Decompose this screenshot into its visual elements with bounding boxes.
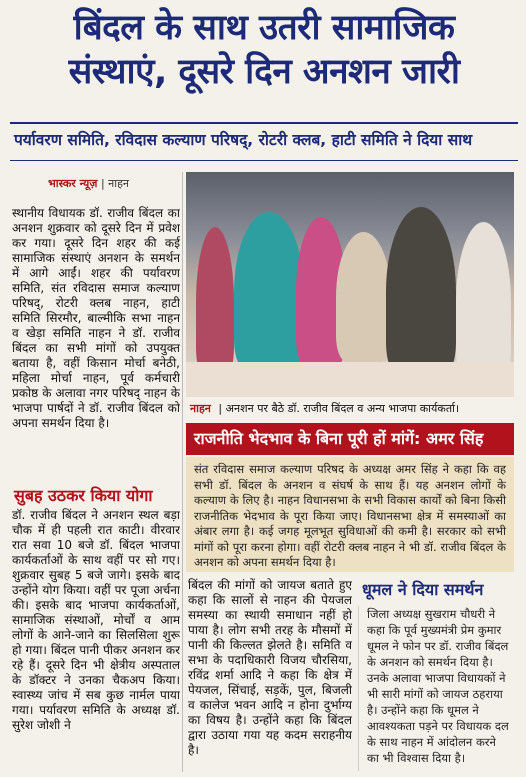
box-heading: राजनीति भेदभाव के बिना पूरी हों मांगें: अमर सिंह — [186, 423, 514, 455]
photo-caption — [186, 399, 514, 419]
column1-section-heading: सुबह उठकर किया योगा — [14, 486, 153, 505]
column1-paragraph-2: डॉ. राजीव बिंदल ने अनशन स्थल बड़ा चौक में ही पहली रात काटी। वीरवार रात सवा 10 बजे डॉ. बिंदल भाजपा कार्यकर्ताओं के साथ वहीं पर सो गए। शुक्रवार सुबह 5 बजे जागे। इसके बाद उन्होंने योग किया। वहीं पर पूजा अर्चना की। इसके बाद भाजपा कार्यकर्ताओं, सामाजिक संस्थाओं, मोर्चों व आम लोगों के आने-जाने का सिलसिला शुरू हो गया। बिंदल पानी पीकर अनशन कर रहे हैं। दूसरे दिन भी क्षेत्रीय अस्पताल के डॉक्टर ने उनका चैकअप किया। स्वास्थ्य जांच में सब कुछ नार्मल पाया गया। पर्यावरण समिति के अध्यक्ष डॉ. सुरेश जोशी ने — [12, 508, 180, 732]
photo-caption-text: अनशन पर बैठे डॉ. राजीव बिंदल व अन्य भाजपा कार्यकर्ता। — [225, 402, 460, 415]
photo-caption-place: नाहन — [190, 402, 211, 415]
column1-paragraph-1: स्थानीय विधायक डॉ. राजीव बिंदल का अनशन शुक्रवार को दूसरे दिन में प्रवेश कर गया। दूसरे दिन शहर की कई सामाजिक संस्थाएं अनशन के समर्थन में आगे आईं। शहर की पर्यावरण समिति, संत रविदास समाज कल्याण परिषद्, रोटरी क्लब नाहन, हाटी समिति सिरमौर, बाल्मीकि सभा नाहन व खेड़ा समिति नाहन ने डॉ. राजीव बिंदल का सभी मांगों को उपयुक्त बताया है, वहीं किसान मोर्चा बनेठी, महिला मोर्चा नाहन, पूर्व कर्मचारी प्रकोष्ठ के अलावा नगर परिषद् नाहन के भाजपा पार्षदों ने डॉ. राजीव बिंदल को अपना समर्थन दिया है। — [12, 206, 180, 430]
byline-source: भास्कर न्यूज़ — [48, 177, 98, 190]
headline-rule — [10, 122, 518, 124]
byline-separator: | — [100, 177, 109, 190]
box-text: संत रविदास समाज कल्याण परिषद के अध्यक्ष अमर सिंह ने कहा कि वह सभी डॉ. बिंदल के अनशन व संघर्ष के साथ हैं। यह अनशन लोगों के कल्याण के लिए है। नाहन विधानसभा के सभी विकास कार्यों को बिना किसी राजनीतिक भेदभाव के पूरा किया जाए। विधानसभा क्षेत्र में समस्याओं का अंबार लगा है। कई जगह मूलभूत सुविधाओं की कमी है। सरकार को सभी मांगों को पूरा करना होगा। वहीं रोटरी क्लब नाहन ने भी डॉ. राजीव बिंदल के अनशन को अपना समर्थन दिया है। — [186, 457, 514, 572]
column2-text: बिंदल की मांगों को जायज बताते हुए कहा कि सालों से नाहन की पेयजल समस्या का स्थायी समाधान नहीं हो पाया है। लोग सभी तरह के मौसमों में पानी की किल्लत झेलते है। समिति व सभा के पदाधिकारी विजय चौरसिया, रविंद्र शर्मा आदि ने कहा कि क्षेत्र में पेयजल, सिंचाई, सड़कें, पुल, बिजली व कालेज भवन आदि न होना दुर्भाग्य का विषय है। उन्होंने कहा कि बिंदल द्वारा उठाया गया यह कदम सराहनीय है। — [188, 578, 352, 757]
headline — [10, 6, 518, 94]
sidebar-heading: धूमल ने दिया समर्थन — [362, 580, 484, 599]
byline — [48, 176, 129, 191]
column-divider — [182, 172, 183, 772]
byline-location: नाहन — [108, 177, 130, 190]
subheadline-rule — [10, 160, 518, 161]
headline-line-1: बिंदल के साथ उतरी सामाजिक — [73, 8, 455, 48]
subheadline: पर्यावरण समिति, रविदास कल्याण परिषद्, रोटरी क्लब, हाटी समिति ने दिया साथ — [14, 131, 473, 149]
photo-caption-separator: | — [218, 402, 226, 415]
sidebar-text: जिला अध्यक्ष सुखराम चौधरी ने कहा कि पूर्व मुख्यमंत्री प्रेम कुमार धूमल ने फोन पर डॉ. राजीव बिंदल के अनशन को समर्थन दिया है। उनके अलावा भाजपा विधायकों ने भी सारी मांगों को जायज ठहराया है। उन्होंने कहा कि धूमल ने आवश्यकता पड़ने पर विधायक दल के साथ नाहन में आंदोलन करने का भी विश्वास दिया है। — [358, 606, 514, 771]
news-photo — [186, 172, 514, 397]
headline-line-2: संस्थाएं, दूसरे दिन अनशन जारी — [68, 52, 460, 92]
